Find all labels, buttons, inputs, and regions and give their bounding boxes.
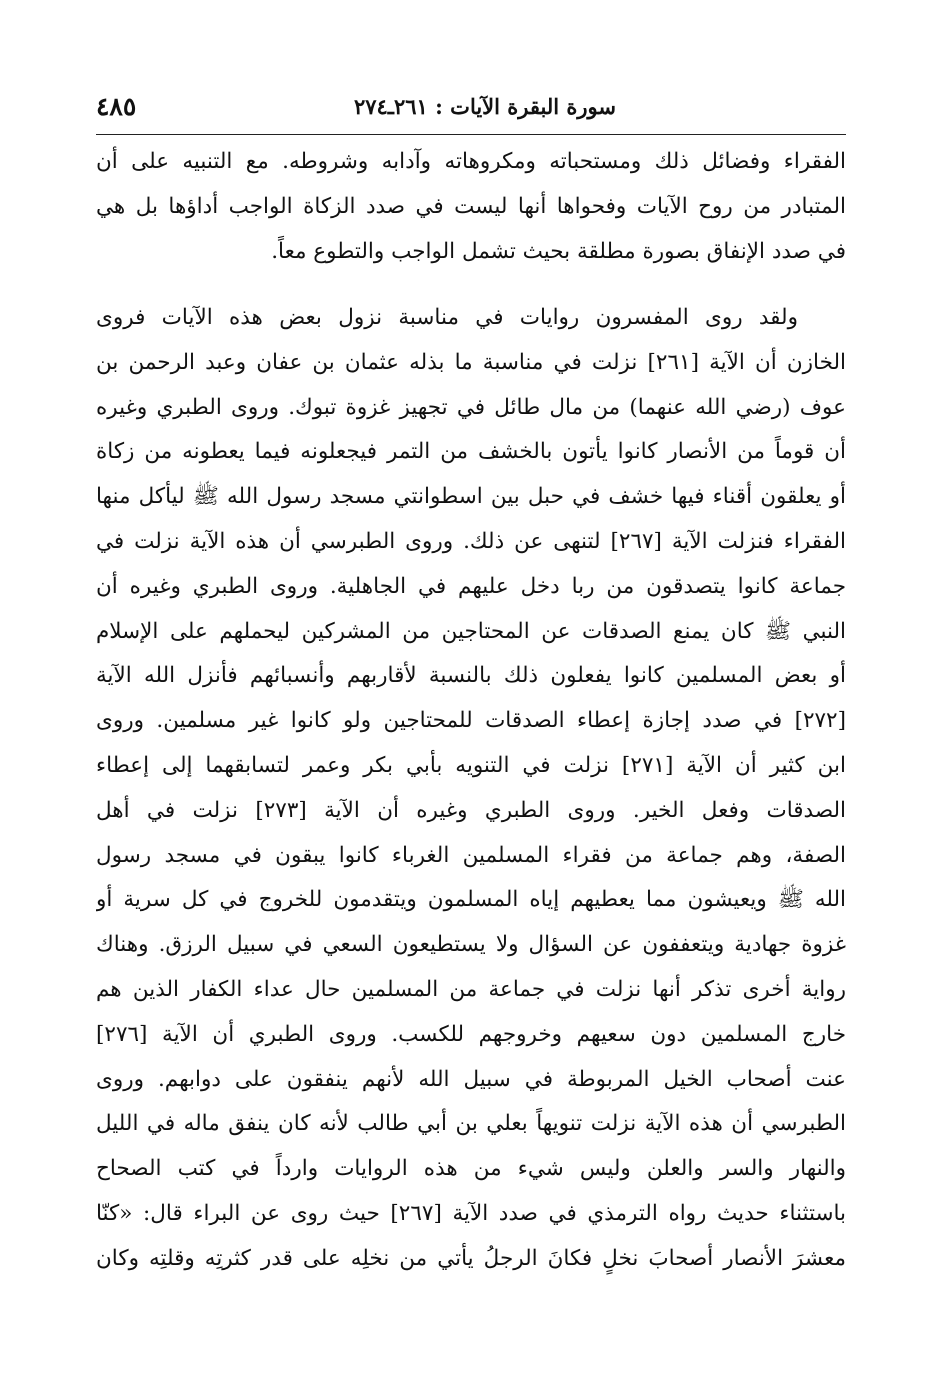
page-number: ٤٨٥ — [96, 92, 137, 121]
text-line: الطبرسي أن هذه الآية نزلت تنويهاً بعلي بن أبي طالب لأنه كان ينفق ماله في الليل — [96, 1111, 846, 1137]
text-line: في صدد الإنفاق بصورة مطلقة بحيث تشمل الواجب والتطوع معاً. — [271, 238, 846, 264]
text-line: [٢٧٢] في صدد إجازة إعطاء الصدقات للمحتاجين ولو كانوا غير مسلمين. وروى — [96, 708, 846, 734]
running-header-title: سورة البقرة الآيات : ٢٦١ـ٢٧٤ — [353, 94, 616, 119]
paragraph-2 — [96, 296, 846, 1282]
text-line: معشرَ الأنصار أصحابَ نخلٍ فكانَ الرجلُ يأتي من نخلِه على قدر كثرتِه وقلتِه وكان — [96, 1245, 846, 1271]
text-line: خارج المسلمين دون سعيهم وخروجهم للكسب. وروى الطبري أن الآية [٢٧٦] — [96, 1021, 846, 1047]
text-line: عوف (رضي الله عنهما) من مال طائل في تجهيز غزوة تبوك. وروى الطبري وغيره — [96, 394, 846, 420]
text-line: المتبادر من روح الآيات وفحواها أنها ليست في صدد الزكاة الواجب أداؤها بل هي — [96, 193, 846, 219]
text-line: الصفة، وهم جماعة من فقراء المسلمين الغرباء كانوا يبقون في مسجد رسول — [96, 842, 846, 868]
paragraph-1 — [96, 140, 846, 274]
text-line: رواية أخرى تذكر أنها نزلت في جماعة من المسلمين حال عداء الكفار الذين هم — [96, 976, 846, 1002]
text-line: ابن كثير أن الآية [٢٧١] نزلت في التنويه بأبي بكر وعمر لتسابقهما إلى إعطاء — [96, 752, 846, 778]
text-line: جماعة كانوا يتصدقون من ربا دخل عليهم في الجاهلية. وروى الطبري وغيره أن — [96, 573, 846, 599]
text-line: باستثناء حديث رواه الترمذي في صدد الآية [٢٦٧] حيث روى عن البراء قال: «كنّا — [96, 1200, 846, 1226]
text-line: ولقد روى المفسرون روايات في مناسبة نزول بعض هذه الآيات فروى — [96, 305, 798, 330]
page-header — [96, 92, 846, 132]
text-line: أن قوماً من الأنصار كانوا يأتون بالخشف من التمر فيجعلونه فيما يعطونه من زكاة — [96, 439, 846, 465]
text-line: غزوة جهادية ويتعففون عن السؤال ولا يستطيعون السعي في سبيل الرزق. وهناك — [96, 932, 846, 958]
text-line: الخازن أن الآية [٢٦١] نزلت في مناسبة ما بذله عثمان بن عفان وعبد الرحمن بن — [96, 349, 846, 375]
text-line: النبي ﷺ كان يمنع الصدقات عن المحتاجين من المشركين ليحملهم على الإسلام — [96, 618, 846, 644]
text-line: أو بعض المسلمين كانوا يفعلون ذلك بالنسبة لأقاربهم وأنسبائهم فأنزل الله الآية — [96, 663, 846, 689]
text-line: الفقراء وفضائل ذلك ومستحباته ومكروهاته وآدابه وشروطه. مع التنبيه على أن — [96, 149, 846, 174]
header-divider — [96, 134, 846, 135]
text-line: الصدقات وفعل الخير. وروى الطبري وغيره أن الآية [٢٧٣] نزلت في أهل — [96, 797, 846, 823]
text-line: الله ﷺ ويعيشون مما يعطيهم إياه المسلمون ويتقدمون للخروج في كل سرية أو — [96, 887, 846, 913]
text-line: والنهار والسر والعلن وليس شيء من هذه الروايات وارداً في كتب الصحاح — [96, 1156, 846, 1182]
text-line: عنت أصحاب الخيل المربوطة في سبيل الله لأنهم ينفقون على دوابهم. وروى — [96, 1066, 846, 1092]
text-line: الفقراء فنزلت الآية [٢٦٧] لتنهى عن ذلك. وروى الطبرسي أن هذه الآية نزلت في — [96, 528, 846, 554]
text-line: أو يعلقون أقناء فيها خشف في حبل بين اسطوانتي مسجد رسول الله ﷺ ليأكل منها — [96, 484, 846, 510]
